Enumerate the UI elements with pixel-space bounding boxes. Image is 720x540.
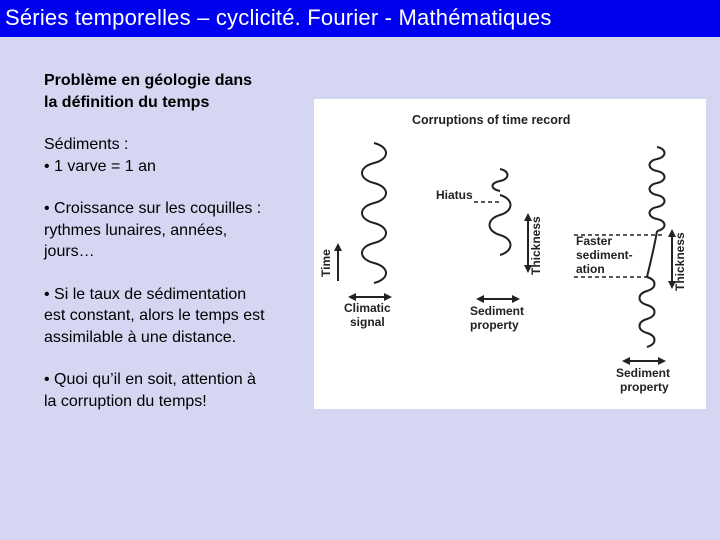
bullet-shells [44,198,304,263]
faster-label-line1: Faster [576,234,613,248]
bullet-line: assimilable à une distance. [44,328,237,346]
bullet-line: • Si le taux de sédimentation [44,285,247,303]
section-heading [44,70,304,113]
bullet-line: rythmes lunaires, années, [44,221,228,239]
title-bar [0,0,720,37]
climatic-signal-wave [362,143,386,283]
sediments-paragraph [44,134,304,177]
bullet-line: • Croissance sur les coquilles : [44,200,262,217]
bullet-line: jours… [44,243,95,260]
hiatus-wave-bottom [490,195,511,255]
climatic-label-line1: Climatic [344,301,391,315]
slide-title: Séries temporelles – cyclicité. Fourier - Mathématiques [5,5,552,30]
sediments-label: Sédiments : [44,136,129,153]
bullet-line: la corruption du temps! [44,392,207,410]
sediment-property-2-line1: Sediment [616,366,671,380]
left-text-block [44,70,304,433]
bullet-rate [44,284,304,349]
climatic-label-line2: signal [350,315,385,329]
sediment-property-1-line1: Sediment [470,304,525,318]
bullet-line: est constant, alors le temps est [44,307,265,324]
hiatus-wave-top [493,169,508,191]
sediment-property-2-line2: property [620,380,669,394]
sediment-wave-stretched [647,231,657,277]
heading-line: Problème en géologie dans [44,72,253,89]
thickness-label-1: Thickness [529,216,543,275]
faster-label-line2: sediment- [576,248,633,262]
faster-label-line3: ation [576,262,605,276]
heading-line: la définition du temps [44,93,210,111]
figure-svg [314,99,706,409]
figure-title: Corruptions of time record [412,113,571,127]
bullet-caution [44,369,304,412]
sediment-wave-bottom [640,277,655,347]
thickness-label-2: Thickness [673,232,687,291]
sediment-wave-top [650,147,665,231]
sediment-property-1-line2: property [470,318,519,332]
hiatus-label: Hiatus [436,188,473,202]
bullet-varve: • 1 varve = 1 an [44,157,156,175]
bullet-line: • Quoi qu’il en soit, attention à [44,371,256,388]
time-label: Time [319,249,333,277]
time-record-figure [314,99,706,409]
